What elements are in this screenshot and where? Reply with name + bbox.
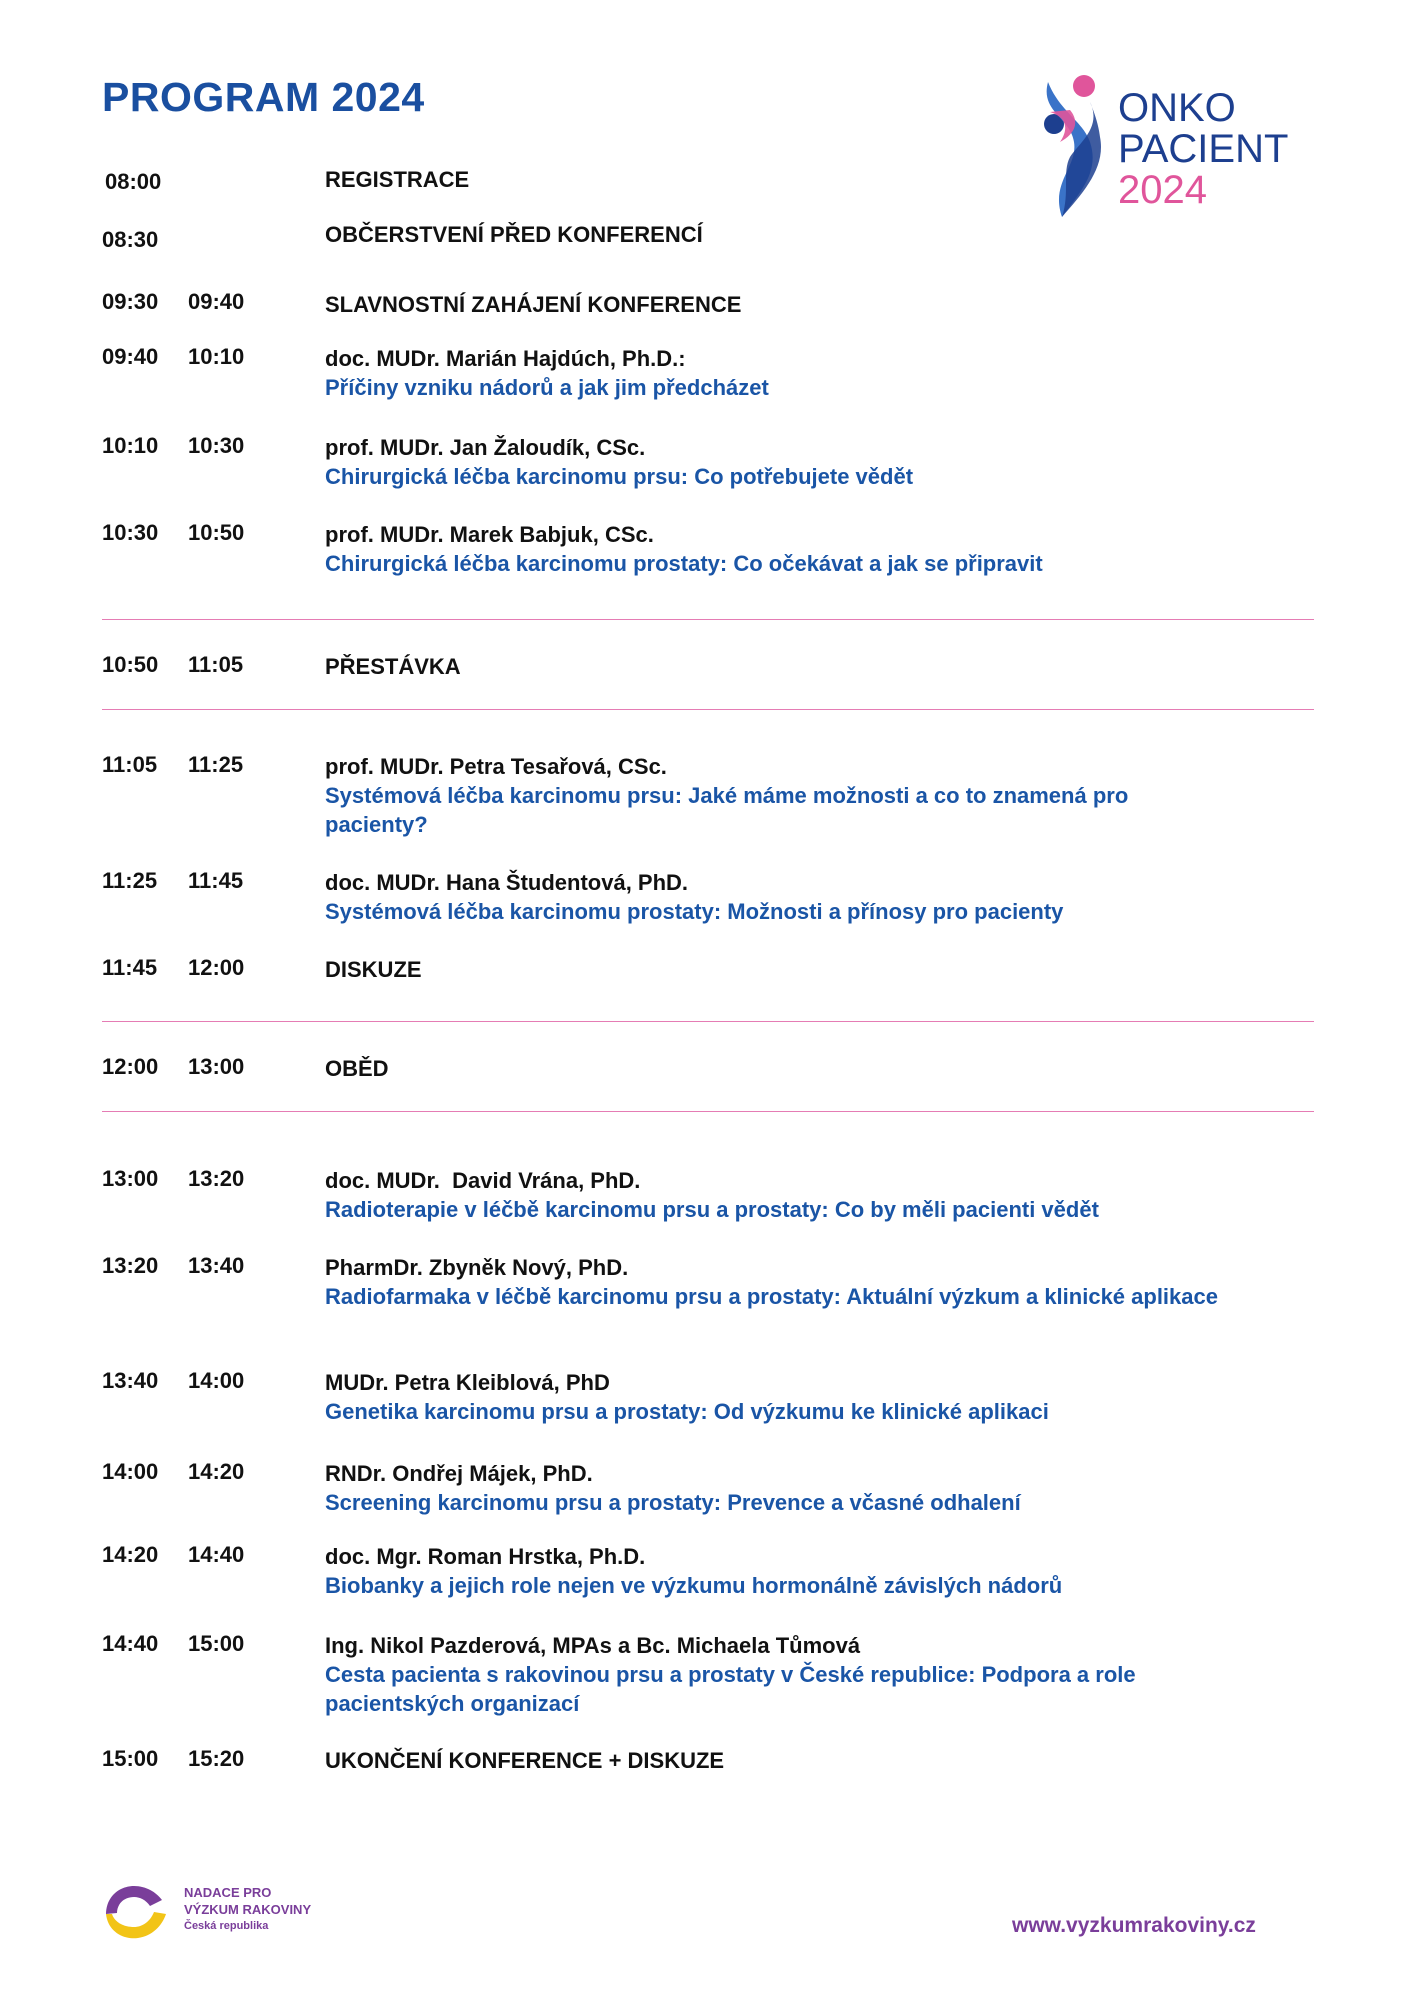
logo-line-pacient: PACIENT [1118, 127, 1289, 171]
start-time: 10:30 [102, 520, 159, 545]
onko-pacient-emblem-icon [1040, 72, 1110, 222]
separator-line [102, 709, 1314, 710]
start-time: 08:00 [105, 169, 162, 194]
start-time: 09:40 [102, 344, 159, 369]
speaker-name: prof. MUDr. Marek Babjuk, CSc. [325, 522, 654, 547]
speaker-name: PharmDr. Zbyněk Nový, PhD. [325, 1255, 629, 1280]
speaker-name: Ing. Nikol Pazderová, MPAs a Bc. Michaela Tůmová [325, 1633, 861, 1658]
talk-title: Genetika karcinomu prsu a prostaty: Od výzkumu ke klinické aplikaci [325, 1399, 1049, 1424]
talk-title: Radiofarmaka v léčbě karcinomu prsu a prostaty: Aktuální výzkum a klinické aplikace [325, 1284, 1218, 1309]
start-time: 10:10 [102, 433, 159, 458]
start-time: 10:50 [102, 652, 159, 677]
separator-line [102, 619, 1314, 620]
logo-line-year: 2024 [1118, 168, 1207, 212]
speaker-name: RNDr. Ondřej Májek, PhD. [325, 1461, 593, 1486]
website-link[interactable]: www.vyzkumrakoviny.cz [1012, 1914, 1256, 1937]
speaker-name: doc. MUDr. Marián Hajdúch, Ph.D.: [325, 346, 686, 371]
start-time: 11:25 [102, 868, 158, 893]
end-time: 15:20 [188, 1746, 245, 1771]
page-title: PROGRAM 2024 [102, 74, 425, 120]
start-time: 14:20 [102, 1542, 159, 1567]
end-time: 13:40 [188, 1253, 245, 1278]
talk-title: Chirurgická léčba karcinomu prsu: Co potřebujete vědět [325, 464, 914, 489]
end-time: 15:00 [188, 1631, 245, 1656]
end-time: 13:20 [188, 1166, 245, 1191]
talk-title: Systémová léčba karcinomu prsu: Jaké máme možnosti a co to znamená pro pacienty? [325, 783, 1129, 837]
onko-pacient-logo [1040, 72, 1320, 232]
foundation-emblem-icon [100, 1880, 170, 1942]
end-time: 14:00 [188, 1368, 245, 1393]
talk-title: Systémová léčba karcinomu prostaty: Možnosti a přínosy pro pacienty [325, 899, 1064, 924]
end-time: 10:10 [188, 344, 245, 369]
end-time: 10:30 [188, 433, 245, 458]
start-time: 11:05 [102, 752, 158, 777]
start-time: 13:20 [102, 1253, 159, 1278]
talk-title: Radioterapie v léčbě karcinomu prsu a prostaty: Co by měli pacienti vědět [325, 1197, 1099, 1222]
end-time: 13:00 [188, 1054, 245, 1079]
start-time: 12:00 [102, 1054, 159, 1079]
program-label: UKONČENÍ KONFERENCE + DISKUZE [325, 1748, 725, 1773]
program-label: SLAVNOSTNÍ ZAHÁJENÍ KONFERENCE [325, 292, 742, 317]
speaker-name: prof. MUDr. Petra Tesařová, CSc. [325, 754, 667, 779]
program-label: REGISTRACE [325, 167, 470, 192]
start-time: 13:00 [102, 1166, 159, 1191]
start-time: 11:45 [102, 955, 158, 980]
separator-line [102, 1111, 1314, 1112]
program-label: OBČERSTVENÍ PŘED KONFERENCÍ [325, 222, 703, 247]
end-time: 12:00 [188, 955, 245, 980]
end-time: 11:25 [188, 752, 244, 777]
foundation-logo [100, 1880, 400, 1950]
program-label: OBĚD [325, 1056, 389, 1081]
start-time: 14:00 [102, 1459, 159, 1484]
talk-title: Příčiny vzniku nádorů a jak jim předcházet [325, 375, 769, 400]
talk-title: Cesta pacienta s rakovinou prsu a prostaty v České republice: Podpora a role pacientských organizací [325, 1662, 1136, 1716]
program-label: PŘESTÁVKA [325, 654, 461, 679]
start-time: 15:00 [102, 1746, 159, 1771]
end-time: 10:50 [188, 520, 245, 545]
logo-line-onko: ONKO [1118, 86, 1236, 130]
talk-title: Biobanky a jejich role nejen ve výzkumu hormonálně závislých nádorů [325, 1573, 1063, 1598]
speaker-name: doc. MUDr. Hana Študentová, PhD. [325, 870, 689, 895]
start-time: 13:40 [102, 1368, 159, 1393]
speaker-name: prof. MUDr. Jan Žaloudík, CSc. [325, 435, 646, 460]
talk-title: Chirurgická léčba karcinomu prostaty: Co očekávat a jak se připravit [325, 551, 1043, 576]
separator-line [102, 1021, 1314, 1022]
speaker-name: doc. MUDr. David Vrána, PhD. [325, 1168, 641, 1193]
foundation-name-line2: VÝZKUM RAKOVINY [184, 1902, 312, 1917]
end-time: 11:45 [188, 868, 244, 893]
foundation-country: Česká republika [184, 1920, 269, 1932]
end-time: 11:05 [188, 652, 244, 677]
speaker-name: doc. Mgr. Roman Hrstka, Ph.D. [325, 1544, 646, 1569]
end-time: 14:20 [188, 1459, 245, 1484]
start-time: 08:30 [102, 227, 159, 252]
program-label: DISKUZE [325, 957, 422, 982]
end-time: 09:40 [188, 289, 245, 314]
foundation-name-line1: NADACE PRO [184, 1885, 272, 1900]
speaker-name: MUDr. Petra Kleiblová, PhD [325, 1370, 610, 1395]
talk-title: Screening karcinomu prsu a prostaty: Prevence a včasné odhalení [325, 1490, 1021, 1515]
end-time: 14:40 [188, 1542, 245, 1567]
start-time: 09:30 [102, 289, 159, 314]
start-time: 14:40 [102, 1631, 159, 1656]
